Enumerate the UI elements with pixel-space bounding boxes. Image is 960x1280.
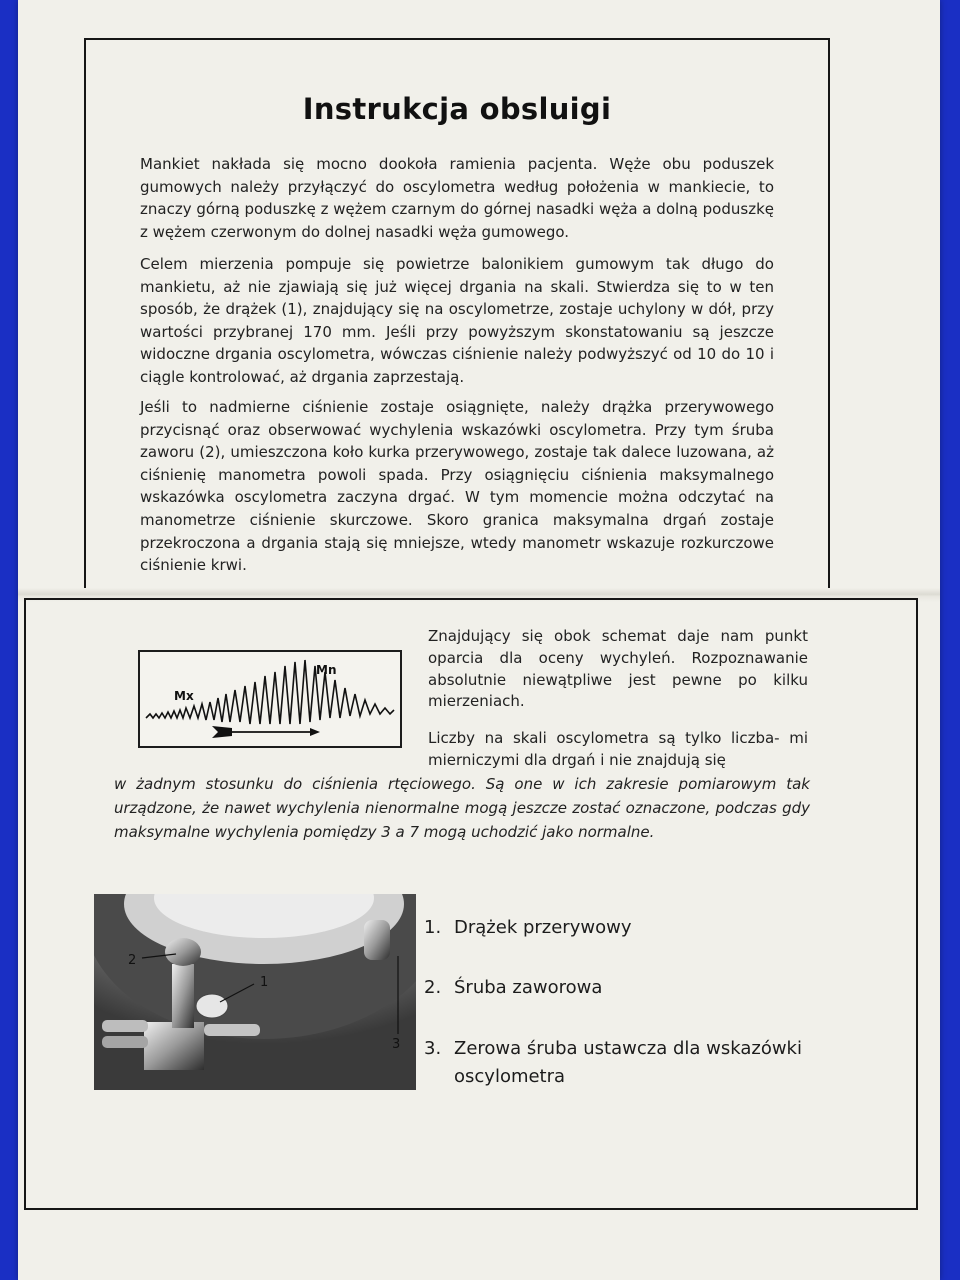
oscillometer-photo-graphic bbox=[94, 894, 416, 1090]
part-number: 3. bbox=[424, 1038, 442, 1059]
part-label: Śruba zaworowa bbox=[454, 977, 603, 998]
hose-fitting bbox=[102, 1020, 148, 1032]
label-mn: Mn bbox=[316, 663, 337, 677]
instruction-panel-top bbox=[84, 38, 830, 592]
oscillometer-photo bbox=[94, 894, 416, 1090]
valve-stem bbox=[172, 964, 194, 1028]
valve-knob bbox=[165, 938, 201, 966]
side-nozzle bbox=[204, 1024, 260, 1036]
callout-2: 2 bbox=[128, 953, 137, 968]
valve-body bbox=[144, 1022, 204, 1070]
arrow-head bbox=[310, 728, 320, 736]
diagram-explanation: Znajdujący się obok schemat daje nam punkt oparcia dla oceny wychyleń. Rozpoznawanie absolutnie niewątpliwe jest pewne po kilku mierzeniach. bbox=[428, 627, 808, 711]
instruction-panel-bottom bbox=[24, 598, 918, 1210]
callout-3: 3 bbox=[392, 1037, 401, 1052]
callout-1: 1 bbox=[260, 975, 269, 990]
interrupter-button bbox=[196, 994, 228, 1018]
paragraph-cuff: Mankiet nakłada się mocno dookoła ramienia pacjenta. Węże obu poduszek gumowych należy przyłączyć do oscylometra według położenia w mankiecie, to znaczy górną poduszkę z wężem czarnym do górnej nasadki węża a dolną poduszkę z wężem czerwonym do dolnej nasadki węża gumowego. bbox=[140, 155, 774, 241]
hose-fitting-2 bbox=[102, 1036, 148, 1048]
scale-note-continued: w żadnym stosunku do ciśnienia rtęciowego. Są one w ich zakresie pomiarowym tak urządzone, że nawet wychylenia nienormalne mogą jeszcze zostać oznaczone, podczas gdy maksymalne wychylenia pomiędzy 3 a 7 mogą uchodzić jako normalne. bbox=[114, 775, 810, 841]
arrow-tail bbox=[212, 726, 232, 738]
scale-note: Liczby na skali oscylometra są tylko liczba- mi mierniczymi dla drgań i nie znajdują się bbox=[428, 729, 808, 769]
oscillation-diagram-graphic bbox=[140, 652, 400, 746]
part-label: Zerowa śruba ustawcza dla wskazówki oscylometra bbox=[454, 1038, 802, 1087]
part-label: Drążek przerywowy bbox=[454, 917, 632, 938]
page-title: Instrukcja obsluigi bbox=[302, 92, 612, 126]
label-mx: Mx bbox=[174, 689, 194, 703]
paragraph-reading: Jeśli to nadmierne ciśnienie zostaje osiągnięte, należy drążka przerywowego przycisnąć oraz obserwować wychylenia wskazówki oscylometra. Przy tym śruba zaworu (2), umieszczona koło kurka przerywowego, zostaje tak dalece luzowana, aż ciśnienię manometra powoli spada. Przy osiągnięciu ciśnienia maksymalnego wskazówka oscylometra zaczyna drgać. W tym momencie można odczytać na manometrze ciśnienie skurczowe. Skoro granica maksymalna drgań zostaje przekroczona a drgania stają się mniejsze, wtedy manometr wskazuje rozkurczowe ciśnienie krwi. bbox=[140, 398, 774, 575]
part-number: 2. bbox=[424, 977, 442, 998]
part-number: 1. bbox=[424, 917, 442, 938]
oscillation-diagram bbox=[138, 650, 402, 748]
zero-screw bbox=[364, 920, 390, 960]
paragraph-pumping: Celem mierzenia pompuje się powietrze balonikiem gumowym tak długo do mankietu, aż nie zjawiają się już więcej drgania na skali. Stwierdza się to w ten sposób, że drążek (1), znajdujący się na oscylometrze, zostaje uchylony w dół, przy wartości przybranej 170 mm. Jeśli przy powyższym skonstatowaniu są jeszcze widoczne drgania oscylometra, wówczas ciśnienie należy podwyższyć od 10 do 10 i ciągle kontrolować, aż drgania zaprzestają. bbox=[140, 255, 774, 386]
